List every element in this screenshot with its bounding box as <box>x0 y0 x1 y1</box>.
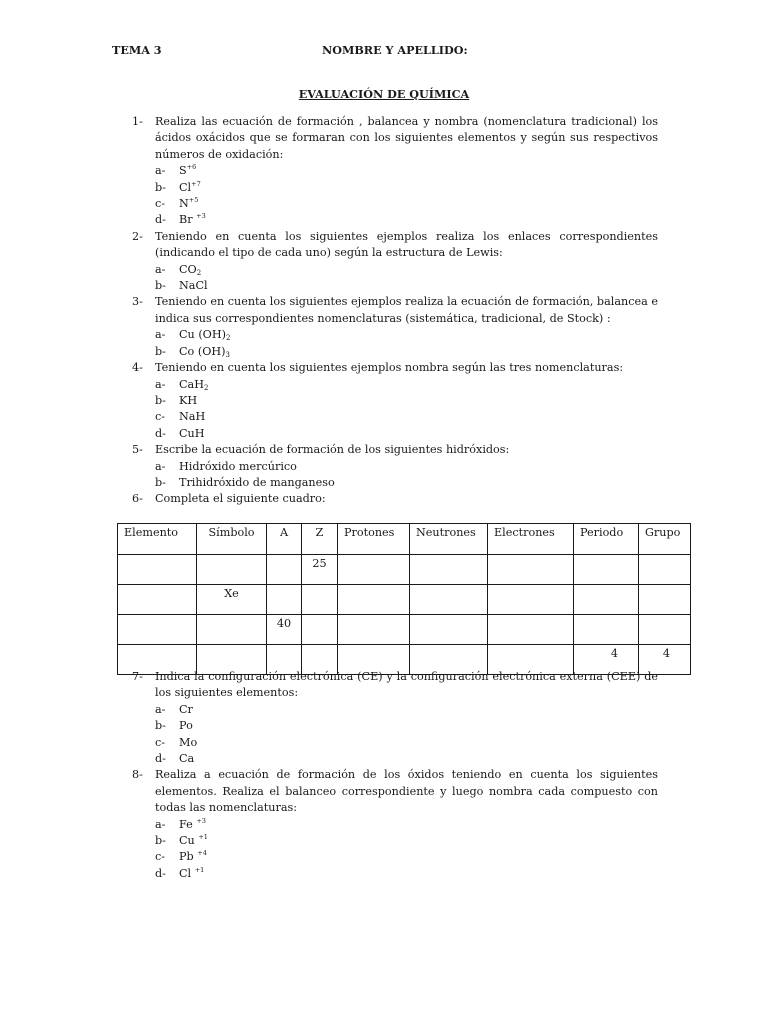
item-letter: c- <box>155 735 166 749</box>
table-cell[interactable] <box>488 555 574 585</box>
question-number: 1- <box>132 115 143 128</box>
question-6 <box>132 491 658 507</box>
item-letter: d- <box>155 866 166 880</box>
element-symbol: Po <box>179 719 193 733</box>
formula-subscript: 2 <box>204 383 209 392</box>
table-row <box>118 585 691 615</box>
question-text: Completa el siguiente cuadro: <box>155 492 326 506</box>
question-number: 5- <box>132 443 143 457</box>
item-letter: c- <box>155 850 166 864</box>
list-item <box>132 163 658 179</box>
list-item <box>132 393 658 409</box>
formula-subscript: 3 <box>225 350 230 359</box>
table-cell[interactable] <box>574 555 639 585</box>
table-cell[interactable] <box>410 615 488 645</box>
formula-subscript: 2 <box>225 334 231 343</box>
table-cell[interactable] <box>574 615 639 645</box>
table-cell[interactable] <box>197 555 267 585</box>
table-header: Periodo <box>574 524 639 555</box>
item-letter: c- <box>155 410 166 424</box>
question-text: Teniendo en cuenta los siguientes ejemplos realiza los enlaces correspondientes (indicando el tipo de cada uno) según la estructura de Lewis: <box>155 229 658 260</box>
item-letter: d- <box>155 426 166 440</box>
question-text: Teniendo en cuenta los siguientes ejemplos realiza la ecuación de formación, balancea e indica sus correspondientes nomenclaturas (sistemática, tradicional, de Stock) : <box>155 295 658 325</box>
list-item <box>132 180 658 196</box>
item-letter: b- <box>155 344 166 358</box>
table-header: Símbolo <box>197 524 267 555</box>
questions-block-2 <box>132 669 658 882</box>
table-cell[interactable]: 40 <box>267 615 302 645</box>
element-symbol: S <box>179 164 187 178</box>
item-letter: a- <box>155 459 166 473</box>
table-header: Z <box>302 524 338 555</box>
table-cell[interactable] <box>118 555 197 585</box>
table-cell[interactable]: 25 <box>302 555 338 585</box>
list-item <box>132 262 658 278</box>
item-letter: d- <box>155 752 166 766</box>
question-1 <box>132 114 658 163</box>
question-text: Realiza las ecuación de formación , balancea y nombra (nomenclatura tradicional) los ácidos oxácidos que se formaran con los siguientes elementos y según sus respectivos números de oxidación: <box>155 115 658 161</box>
table-cell[interactable] <box>118 585 197 615</box>
list-item <box>132 817 658 833</box>
oxidation-number: +6 <box>186 163 197 172</box>
table-cell[interactable] <box>267 585 302 615</box>
table-cell[interactable] <box>302 615 338 645</box>
element-symbol: Cl <box>179 866 195 880</box>
item-letter: c- <box>155 197 166 211</box>
tema-label: TEMA 3 <box>112 43 162 57</box>
question-5 <box>132 442 658 458</box>
list-item <box>132 426 658 442</box>
table-cell[interactable] <box>410 585 488 615</box>
formula-subscript: 2 <box>196 268 202 277</box>
element-symbol: Cl <box>179 180 192 194</box>
questions-block-1 <box>132 114 658 508</box>
oxidation-number: +1 <box>194 865 205 874</box>
list-item <box>132 833 658 849</box>
formula: Cu (OH) <box>179 328 226 342</box>
item-letter: a- <box>155 702 166 716</box>
item-letter: b- <box>155 719 166 733</box>
item-letter: a- <box>155 262 166 276</box>
oxidation-number: +3 <box>196 816 206 825</box>
list-item <box>132 475 658 491</box>
item-letter: a- <box>155 328 166 342</box>
question-text: Teniendo en cuenta los siguientes ejemplos nombra según las tres nomenclaturas: <box>155 361 624 375</box>
item-letter: b- <box>155 180 166 194</box>
item-letter: b- <box>155 393 166 407</box>
item-text: Hidróxido mercúrico <box>179 459 297 473</box>
item-letter: b- <box>155 279 166 293</box>
element-symbol: N <box>179 197 189 211</box>
element-symbol: Pb <box>179 850 198 864</box>
table-cell[interactable] <box>488 615 574 645</box>
table-cell[interactable] <box>302 585 338 615</box>
formula: Co (OH) <box>179 344 226 358</box>
list-item <box>132 718 658 734</box>
list-item <box>132 212 658 228</box>
table-header: Protones <box>338 524 410 555</box>
element-symbol: Br <box>179 213 197 227</box>
table-cell[interactable] <box>639 555 691 585</box>
table-header: Neutrones <box>410 524 488 555</box>
element-symbol: Cr <box>179 702 193 716</box>
table-header-row <box>118 524 691 555</box>
question-number: 2- <box>132 229 143 243</box>
question-number: 6- <box>132 492 143 506</box>
element-symbol: Cu <box>179 834 199 848</box>
oxidation-number: +7 <box>191 179 201 188</box>
oxidation-number: +3 <box>196 212 206 221</box>
table-row <box>118 615 691 645</box>
list-item <box>132 327 658 343</box>
list-item <box>132 702 658 718</box>
question-number: 3- <box>132 295 143 309</box>
list-item <box>132 196 658 212</box>
table-row <box>118 555 691 585</box>
list-item <box>132 278 658 294</box>
question-number: 4- <box>132 361 143 375</box>
question-number: 7- <box>132 670 143 683</box>
table-cell[interactable] <box>118 615 197 645</box>
list-item <box>132 377 658 393</box>
nombre-apellido-label: NOMBRE Y APELLIDO: <box>322 43 468 57</box>
oxidation-number: +4 <box>197 849 207 858</box>
item-letter: b- <box>155 475 166 489</box>
list-item <box>132 849 658 865</box>
item-letter: a- <box>155 377 166 391</box>
question-4 <box>132 360 658 376</box>
question-2 <box>132 229 658 262</box>
item-letter: a- <box>155 164 166 178</box>
question-text: Escribe la ecuación de formación de los siguientes hidróxidos: <box>155 443 510 457</box>
question-number: 8- <box>132 768 143 782</box>
list-item <box>132 409 658 425</box>
element-table <box>117 523 691 675</box>
table-cell[interactable] <box>267 555 302 585</box>
list-item <box>132 459 658 475</box>
formula: CuH <box>179 426 205 440</box>
item-text: Trihidróxido de manganeso <box>179 475 335 489</box>
item-letter: b- <box>155 834 166 848</box>
element-symbol: Fe <box>179 817 197 831</box>
element-symbol: Ca <box>179 752 195 766</box>
table-cell[interactable] <box>639 615 691 645</box>
question-text: Realiza a ecuación de formación de los óxidos teniendo en cuenta los siguientes elementos. Realiza el balanceo correspondiente y luego nombra cada compuesto con todas las nomenclaturas: <box>155 768 658 815</box>
table-cell[interactable]: 4 <box>574 645 639 675</box>
table-cell[interactable] <box>338 585 410 615</box>
table-header: Electrones <box>488 524 574 555</box>
list-item <box>132 751 658 767</box>
list-item <box>132 866 658 882</box>
table-header: Elemento <box>118 524 197 555</box>
list-item <box>132 735 658 751</box>
question-text: Indica la configuración electrónica (CE) y la configuración electrónica externa (CEE) de los siguientes elementos: <box>155 670 658 700</box>
element-symbol: Mo <box>179 735 198 749</box>
oxidation-number: +5 <box>188 196 199 205</box>
oxidation-number: +1 <box>198 833 208 842</box>
question-7 <box>132 669 658 702</box>
table-cell[interactable] <box>197 615 267 645</box>
formula: CO <box>179 262 197 276</box>
formula: KH <box>179 393 198 407</box>
table-cell[interactable]: Xe <box>197 585 267 615</box>
item-letter: d- <box>155 213 166 227</box>
table-cell[interactable] <box>338 615 410 645</box>
table-cell[interactable] <box>338 555 410 585</box>
item-letter: a- <box>155 817 166 831</box>
formula: NaCl <box>179 279 208 293</box>
question-3 <box>132 294 658 327</box>
table-cell[interactable]: 4 <box>639 645 691 675</box>
table-cell[interactable] <box>639 585 691 615</box>
table-header: Grupo <box>639 524 691 555</box>
table-header: A <box>267 524 302 555</box>
document-title: EVALUACIÓN DE QUÍMICA <box>298 87 470 101</box>
table-cell[interactable] <box>410 555 488 585</box>
formula: CaH <box>179 377 204 391</box>
list-item <box>132 344 658 360</box>
question-8 <box>132 767 658 816</box>
table-cell[interactable] <box>488 585 574 615</box>
formula: NaH <box>179 410 206 424</box>
table-cell[interactable] <box>574 585 639 615</box>
